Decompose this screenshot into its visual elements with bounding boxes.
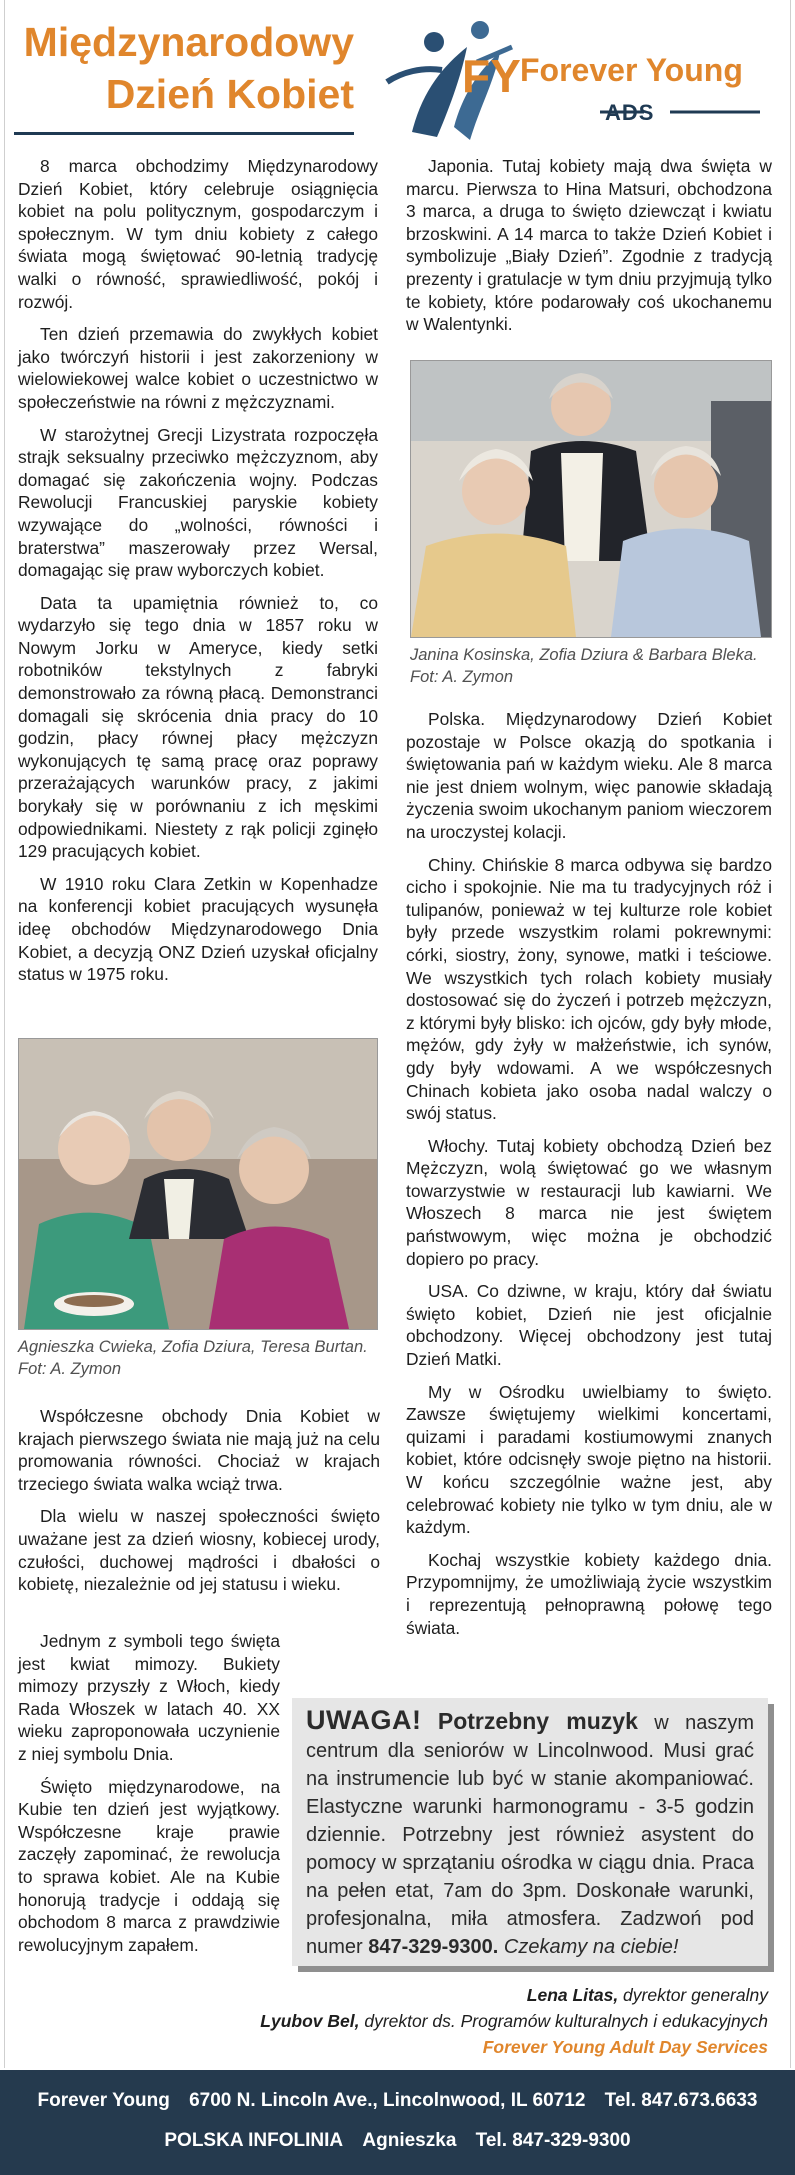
left-column <box>18 155 378 996</box>
signature-role-1: dyrektor generalny <box>618 1985 768 2005</box>
photo-three-women-left <box>18 1038 378 1330</box>
signature-name-1: Lena Litas, <box>526 1985 619 2005</box>
article-paragraph: W starożytnej Grecji Lizystrata rozpoczęła strajk seksualny przeciwko mężczyznom, aby domagać się zakończenia wojny. Podczas Rewolucji Francuskiej paryskie kobiety wzywające do „wolności, równości i braterstwa” maszerowały przez Wersal, domagając się praw wyborczych kobiet. <box>18 424 378 581</box>
signature-role-2: dyrektor ds. Programów kulturalnych i edukacyjnych <box>359 2011 768 2031</box>
article-paragraph: Kochaj wszystkie kobiety każdego dnia. Przypomnijmy, że umożliwiają życie wszystkim i reprezentują pełnoprawną połowę tego świata. <box>406 1549 772 1638</box>
footer-brand: Forever Young <box>37 2090 170 2111</box>
article-paragraph: Święto międzynarodowe, na Kubie ten dzień jest wyjątkowy. Współczesne kraje prawie zaczęły zapominać, że rewolucja to sprawa kobiet. Ale na Kubie honorują tradycje i oddają się obchodom 8 marca z prawdziwie rewolucyjnym zapałem. <box>18 1776 280 1955</box>
article-paragraph: USA. Co dziwne, w kraju, który dał światu święto kobiet, Dzień nie jest oficjalnie obchodzony. Więcej obchodzony jest tutaj Dzień Matki. <box>406 1281 772 1370</box>
article-paragraph: Data ta upamiętnia również to, co wydarzyło się tego dnia w 1857 roku w Nowym Jorku w Ameryce, kiedy setki robotników tekstylnych z fabryki demonstrowało za równą płacą. Demonstranci domagali się skrócenia dnia pracy do 10 godzin, płacy równej płacy mężczyzn wykonujących tę samą pracę oraz poprawy przerażających warunków pracy, z jakimi borykały się w porównaniu z ich męskimi odpowiednikami. Niestety z rąk policji zginęło 129 pracujących kobiet. <box>18 592 378 862</box>
photo-caption-2: Janina Kosinska, Zofia Dziura & Barbara Bleka. Fot: A. Zymon <box>410 646 758 686</box>
notice-body: w naszym centrum dla seniorów w Lincolnwood. Musi grać na instrumencie lub być w stanie akompaniować. Elastyczne warunki harmonogramu - 3-5 godzin dziennie. Potrzebny jest również asystent do pomocy w sprzątaniu ośrodka w ciągu dnia. Praca na pełen etat, 7am do 3pm. Doskonałe warunki, profesjonalna, miła atmosfera. Zadzwoń pod numer <box>306 1712 755 1958</box>
article-paragraph: Ten dzień przemawia do zwykłych kobiet jako twórczyń historii i jest zakorzeniony w wielowiekowej walce kobiet o uczestnictwo w społeczeństwie na równi z mężczyznami. <box>18 324 378 412</box>
right-border <box>790 0 791 2068</box>
title-line-1: Międzynarodowy <box>23 19 354 65</box>
article-paragraph: Dla wielu w naszej społeczności święto uważane jest za dzień wiosny, kobiecej urody, czułości, duchowej mądrości i dbałości o kobietę, niezależnie od jej statusu i wieku. <box>18 1506 380 1595</box>
article-paragraph: Współczesne obchody Dnia Kobiet w krajach pierwszego świata nie mają już na celu promowania równości. Chociaż w krajach trzeciego świata walka wciąż trwa. <box>18 1406 380 1494</box>
left-column-continued <box>18 1405 380 1606</box>
footer-address: 6700 N. Lincoln Ave., Lincolnwood, IL 60712 <box>189 2090 586 2111</box>
footer-infoline: POLSKA INFOLINIA <box>164 2130 344 2151</box>
notice-phone[interactable]: 847-329-9300. <box>368 1936 499 1958</box>
article-paragraph: Chiny. Chińskie 8 marca odbywa się bardzo cicho i spokojnie. Nie ma tu tradycyjnych róż i tulipanów, ponieważ w tej kulturze role kobiet były przede wszystkim rolami pokrewnymi: córki, siostry, żony, synowe, matki i teściowe. We wszystkich tych rolach kobiety musiały dostosować się do życzeń i potrzeb mężczyzn, z którymi były blisko: ich ojców, gdy były młode, mężów, gdy żyły w małżeństwie, ich synów, gdy były wdowami. A we współczesnych Chinach kobieta jako osoba nadal walczy o swój status. <box>406 854 772 1124</box>
left-border <box>4 0 5 2068</box>
article-paragraph: 8 marca obchodzimy Międzynarodowy Dzień Kobiet, który celebruje osiągnięcia kobiet na polu politycznym, gospodarczym i społecznym. W tym dniu kobiety z całego świata mogą świętować 90-letnią tradycję walki o równość, sprawiedliwość, pokój i rozwój. <box>18 156 378 312</box>
notice-uwaga: UWAGA! <box>306 1705 422 1735</box>
article-paragraph: Polska. Międzynarodowy Dzień Kobiet pozostaje w Polsce okazją do spotkania i świętowania pań w każdym wieku. Ale 8 marca nie jest dniem wolnym, więc panowie składają życzenia swoim ukochanym paniom wieczorem na uroczystej kolacji. <box>406 709 772 842</box>
job-notice-box <box>292 1698 768 1966</box>
article-paragraph: Włochy. Tutaj kobiety obchodzą Dzień bez Mężczyzn, wolą świętować go we własnym towarzystwie w restauracji lub kawiarni. We Włoszech 8 marca nie jest świętem państwowym, więc można je obchodzić dopiero po pracy. <box>406 1135 772 1269</box>
footer-contact-phone[interactable]: Tel. 847-329-9300 <box>475 2130 631 2151</box>
signature-organization: Forever Young Adult Day Services <box>482 2037 768 2057</box>
notice-headline: Potrzebny muzyk <box>437 1708 638 1734</box>
article-paragraph: W 1910 roku Clara Zetkin w Kopenhadze na konferencji kobiet pracujących wysunęła ideę obchodów Międzynarodowego Dnia Kobiet, a decyzją ONZ Dzień uzyskał oficjalny status w 1975 roku. <box>18 873 378 985</box>
footer-line-1 <box>0 2090 795 2112</box>
signature-program-director <box>260 2008 768 2034</box>
logo-ads: ADS <box>605 100 655 125</box>
footer-phone[interactable]: Tel. 847.673.6633 <box>604 2090 758 2111</box>
article-paragraph: My w Ośrodku uwielbiamy to święto. Zawsze świętujemy wielkimi koncertami, quizami i paradami kostiumowymi znanych kobiet, które odcisnęły swoje piętno na historii. W końcu szczególnie ważne jest, aby celebrować kobiety nie tylko w tym dniu, ale w każdym. <box>406 1381 772 1538</box>
photo-caption-1: Agnieszka Cwieka, Zofia Dziura, Teresa Burtan. Fot: A. Zymon <box>18 1338 368 1378</box>
title-divider <box>14 132 354 135</box>
page-title <box>14 16 354 120</box>
footer-bar <box>0 2070 795 2175</box>
article-paragraph: Japonia. Tutaj kobiety mają dwa święta w marcu. Pierwsza to Hina Matsuri, obchodzona 3 marca, a druga to święto dziewcząt i kwiatu brzoskwini. A 14 marca to także Dzień Kobiet i symbolizuje „Biały Dzień”. Zgodnie z tradycją prezenty i gratulacje w tym dniu przyjmują tylko te kobiety, które podarowały coś ukochanemu w Walentynki. <box>406 156 772 335</box>
signature-director <box>527 1982 768 2008</box>
right-column-continued <box>406 708 772 1649</box>
signature-name-2: Lyubov Bel, <box>260 2011 360 2031</box>
footer-contact-name: Agnieszka <box>362 2130 457 2151</box>
logo-name: Forever Young <box>520 52 743 88</box>
logo-monogram: FY <box>462 50 521 102</box>
left-column-narrow <box>18 1630 280 1966</box>
right-column <box>406 155 772 346</box>
footer-line-2 <box>0 2130 795 2152</box>
notice-closing: Czekamy na ciebie! <box>498 1936 679 1958</box>
article-paragraph: Jednym z symboli tego święta jest kwiat mimozy. Bukiety mimozy przyszły z Włoch, kiedy Rada Włoszek w latach 40. XX wieku zaproponowała uczynienie z niej symbolu Dnia. <box>18 1631 280 1764</box>
photo-three-women-right <box>410 360 772 638</box>
title-line-2: Dzień Kobiet <box>105 71 354 117</box>
